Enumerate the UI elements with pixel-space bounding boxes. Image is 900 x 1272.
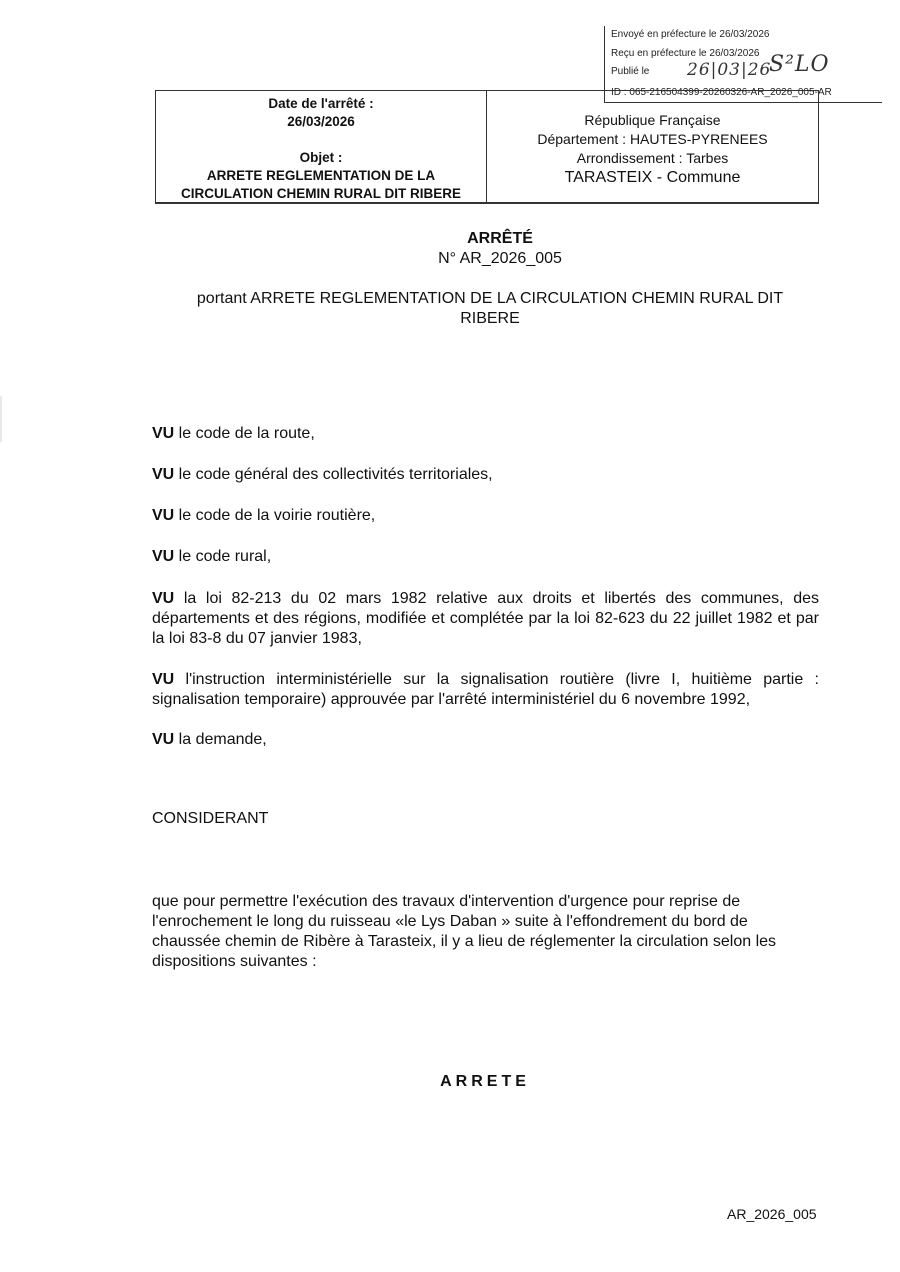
visa-text: le code de la route,: [174, 425, 315, 442]
visa-prefix: VU: [152, 466, 175, 483]
stamp-published-label: Publié le: [611, 66, 650, 77]
visa-text: la loi 82-213 du 02 mars 1982 relative aux droits et libertés des communes, des départements et des régions, modifiée et complétée par la loi 82-623 du 22 juillet 1982 et par la loi 83-8 du 07 janvier 1983,: [152, 590, 819, 647]
visa-text: l'instruction interministérielle sur la signalisation routière (livre I, huitième partie : signalisation temporaire) approuvée par l'arrêté interministériel du 6 novembre 1992,: [152, 671, 819, 708]
stamp-received-date: Reçu en préfecture le 26/03/2026: [611, 48, 760, 59]
visa-prefix: VU: [152, 731, 175, 748]
visa-item: [152, 730, 819, 750]
visa-prefix: VU: [152, 671, 175, 688]
date-value: 26/03/2026: [287, 114, 355, 129]
stamp-sent-date: Envoyé en préfecture le 26/03/2026: [611, 29, 770, 40]
stamp-id: ID : 065-216504399-20260326-AR_2026_005-AR: [611, 87, 832, 98]
scan-margin-mark: [0, 396, 2, 442]
visa-prefix: VU: [152, 425, 175, 442]
footer-reference: AR_2026_005: [727, 1206, 817, 1222]
stamp-published-handwritten-date: 26|03|26: [687, 60, 772, 80]
visa-item: [152, 589, 819, 649]
visa-prefix: VU: [152, 507, 175, 524]
object-label: Objet :: [299, 150, 343, 165]
considerant-heading: CONSIDERANT: [152, 810, 269, 827]
visa-item: [152, 670, 819, 710]
stamp-signature: S²LO: [769, 52, 830, 77]
arrondissement: Arrondissement : Tarbes: [576, 150, 729, 166]
commune: TARASTEIX - Commune: [564, 169, 741, 186]
document-number: N° AR_2026_005: [438, 250, 562, 267]
visa-item: [152, 424, 819, 444]
header-left-cell: [156, 91, 487, 202]
visa-text: le code rural,: [174, 548, 272, 565]
republic: République Française: [584, 112, 721, 128]
visa-text: le code général des collectivités territoriales,: [174, 466, 493, 483]
considerant-text: que pour permettre l'exécution des travaux d'intervention d'urgence pour reprise de l'enrochement le long du ruisseau «le Lys Daban » suite à l'effondrement du bord de chaussée chemin de Ribère à Tarasteix, il y a lieu de réglementer la circulation selon les dispositions suivantes :: [152, 893, 777, 970]
date-label: Date de l'arrêté :: [268, 96, 374, 111]
visa-prefix: VU: [152, 590, 175, 607]
visa-item: [152, 547, 819, 567]
visa-text: la demande,: [174, 731, 267, 748]
header-right-cell: [487, 91, 818, 202]
department: Département : HAUTES-PYRENEES: [537, 131, 768, 147]
subject-line-1: portant ARRETE REGLEMENTATION DE LA CIRCULATION CHEMIN RURAL DIT: [196, 290, 784, 307]
visa-text: le code de la voirie routière,: [174, 507, 376, 524]
object-line-2: CIRCULATION CHEMIN RURAL DIT RIBERE: [181, 186, 461, 201]
document-subject: [170, 289, 810, 329]
visa-item: [152, 506, 819, 526]
header-table: [155, 90, 819, 204]
visa-prefix: VU: [152, 548, 175, 565]
arrete-section-heading: ARRETE: [440, 1073, 530, 1090]
object-line-1: ARRETE REGLEMENTATION DE LA: [206, 168, 436, 183]
document-title: ARRÊTÉ: [467, 230, 533, 247]
subject-line-2: RIBERE: [460, 310, 520, 327]
visa-item: [152, 465, 819, 485]
